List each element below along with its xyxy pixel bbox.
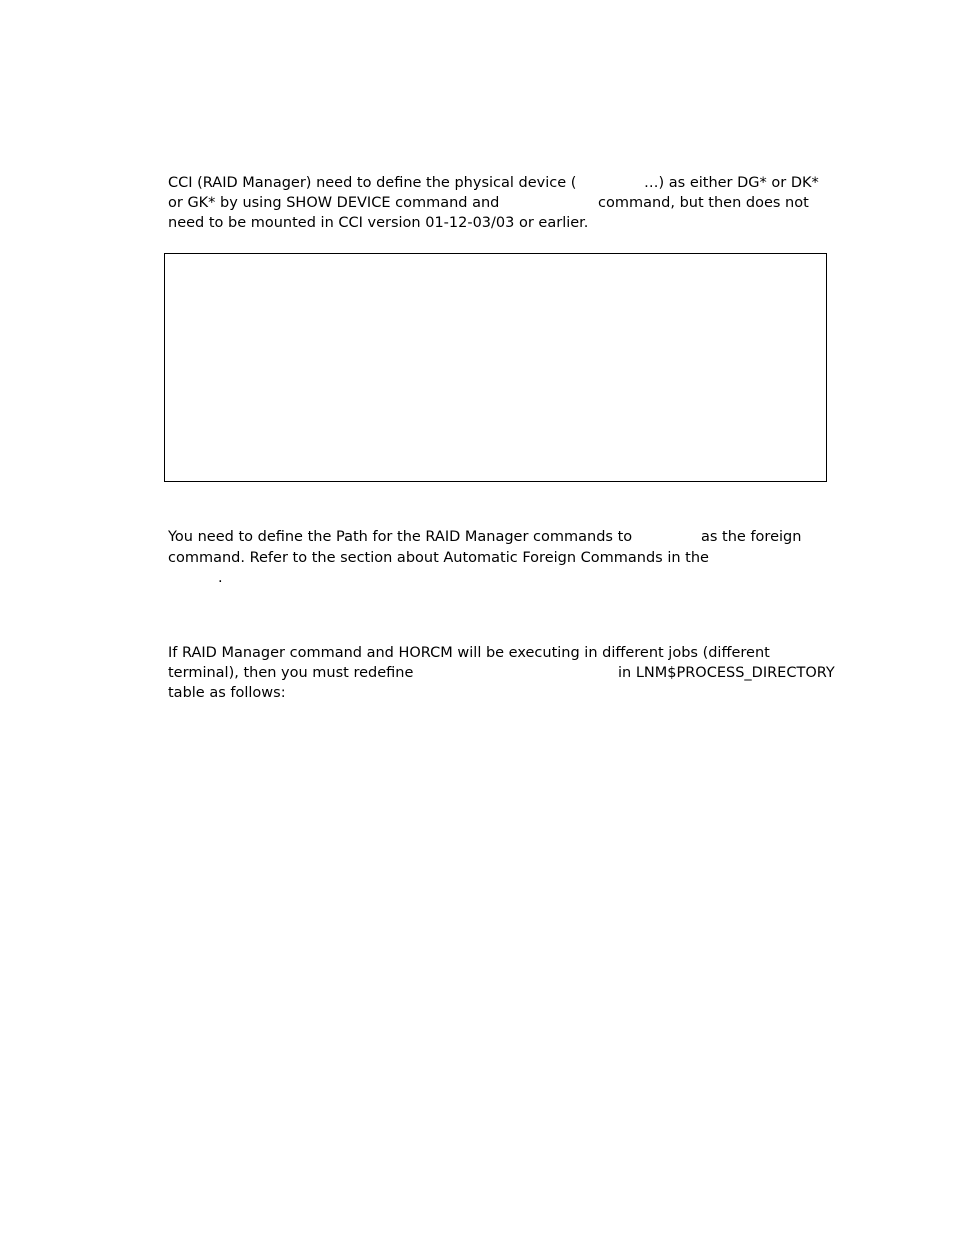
para1-line3: need to be mounted in CCI version 01-12-03/03 or earlier.	[168, 215, 589, 231]
code-example-box	[164, 253, 827, 482]
para2-line1-start: You need to define the Path for the RAID Manager commands to	[168, 529, 633, 545]
para3-line3: table as follows:	[168, 685, 286, 701]
para3-line1: If RAID Manager command and HORCM will be executing in different jobs (different	[168, 645, 770, 661]
para3-line2-end: in LNM$PROCESS_DIRECTORY	[618, 665, 835, 681]
para1-line2-start: or GK* by using SHOW DEVICE command and	[168, 195, 500, 211]
para2-line2: command. Refer to the section about Automatic Foreign Commands in the	[168, 550, 709, 566]
para2-line3-period: .	[218, 570, 223, 586]
para1-line2-end: command, but then does not	[598, 195, 809, 211]
para3-line2-start: terminal), then you must redefine	[168, 665, 414, 681]
para1-line1-end: …) as either DG* or DK*	[644, 175, 819, 191]
para2-line1-end: as the foreign	[701, 529, 802, 545]
para1-line1-start: CCI (RAID Manager) need to define the physical device (	[168, 175, 577, 191]
